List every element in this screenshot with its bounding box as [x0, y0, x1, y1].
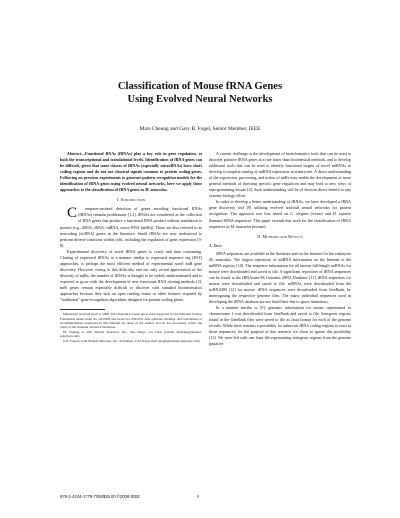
intro-paragraph-1-text: omputer-assisted detection of genes encoding functional RNAs (fRNAs) remains problematic [1,2]. fRNAs are considered as the collection of RNA genes that produce a functional RNA product without translation to protein (e.g., tRNA, rRNA, snRNA, micro RNA (miRs)). These are also referred to as noncoding (ncRNA) genes in the literature. Small fRNAs are now understood to perform diverse functions within cells, including the regulation of gene expression [3-8].: [60, 206, 202, 248]
intro-paragraph-3: A current challenge is the development of bioinformatics tools that can be used to discover putative fRNA genes at a rate faster than biochemical methods, and to develop additional tools that can be used to identify functional targets of novel miRNAs to develop a complete catalog of miRNA expression in eukaryotes. A direct understanding of the expression, processing, and action of miRs may enable the development of more general methods of directing specific gene regulation and may lead to new ways of reprogramming tissues [2]. Such understanding will be of obvious direct benefit to any systems biology effort.: [209, 151, 351, 199]
para4-part-a: In order to develop a better understanding of fRNAs, we have developed a fRNA gene discovery tool [9] utilizing evolved artificial neural networks for pattern recognition. The approach was first tested on: [209, 199, 351, 217]
intro-paragraph-1: [60, 206, 202, 248]
abstract-lead: Abstract: [67, 151, 81, 156]
drop-cap: C: [67, 205, 78, 222]
footnote-author-1: M. Cheung is with Natural Selection, Inc., San Diego, CA USA (e-mail: mcheung@natural-selection.com).: [60, 329, 202, 339]
species-worm: C. elegans: [290, 211, 309, 217]
right-column: [209, 151, 351, 347]
footnote-author-2: G.B. Fogel is with Natural Selection, Inc., San Diego, CA USA (e-mail: gfogel@natural-selection.com).: [63, 338, 201, 343]
section-heading-introduction: I. Introduction: [116, 197, 146, 203]
para4-part-c: (human) fRNA sequences. This paper extends this work for the classification of fRNA sequences in: [209, 217, 351, 229]
abstract: Abstract—Functional RNAs (fRNAs) play a key role in gene regulation, at both the transcriptional and translational levels. Identification of fRNA genes can be difficult, given that some classes of fRNAs (especially microRNAs) have short coding regions and do not use classical signals common to protein coding genes. Following on previous experiments to generate pattern recognition models for the identification of fRNA genes using evolved neural networks, here we apply these approaches to the classification of fRNA genes in M. musculus.: [60, 151, 202, 193]
para4-part-d: (mouse).: [252, 223, 267, 229]
para4-part-b: (worm) and: [310, 211, 331, 217]
footnote-divider: [60, 309, 105, 310]
abstract-text: Functional RNAs (fRNAs) play a key role in gene regulation, at both the transcriptional and translational levels. Identification of fRNA genes can be difficult, given that some classes of fRNAs (especially microRNAs) have short coding regions and do not use classical signals common to protein coding genes. Following on previous experiments to generate pattern recognition models for the identification of fRNA genes using evolved neural networks, here we apply these approaches to the classification of fRNA genes in: [60, 151, 202, 193]
paper-title-line-2: Using Evolved Neural Networks: [127, 94, 273, 105]
abstract-end: .: [166, 187, 168, 193]
paper-title-line-1: Classification of Mouse fRNA Genes: [117, 81, 283, 92]
footer-isbn: 978-1-4244-1779-7/08/$25.00 ©2008 IEEE: [60, 494, 140, 499]
left-column: [60, 151, 202, 343]
abstract-species: M. musculus: [144, 187, 167, 193]
species-mouse: M. musculus: [230, 223, 252, 229]
data-paragraph-2: In a manner similar to [9], genomic information for mouse represented as chromosome 1 was downloaded from GenBank and saved to file. Intergenic regions found in the GenBank files were saved to file as fasta format for each of the genome records. While there remains a possibility for unknown fRNA coding regions to exist in these sequences, for the purpose of this research we chose to ignore this possibility [13]. We were left with one fasta file representing intergenic regions from the genome (putative: [209, 305, 351, 347]
subsection-heading-data: A. Data: [209, 242, 222, 248]
species-human: H. sapiens: [332, 211, 352, 217]
author-line: Mars Cheung and Gary B. Fogel, Senior Member, IEEE: [139, 126, 261, 132]
data-paragraph-1: fRNA sequences are available in the literature and on the Internet for the eukaryote M. musculus. The largest repository of miRNA information on the Internet is the miRNA registry [10]. The sequence information for all known full-length miRNAs for mouse were downloaded and saved to file. A significant repository of fRNA sequences can be found at the fRNAsum-SE Genomic tRNA Database [11]. tRNA sequences for mouse were downloaded and saved to file. snRNAs were downloaded from the ncRNADB [12] for mouse. rRNA sequences were downloaded from GenBank, by interrogating the respective genome files. The many individual sequences used in developing the fRNA database are not listed here due to space limitations.: [209, 250, 351, 305]
footnote-manuscript: Manuscript received April 4, 2008. This material is based upon work supported by the National Science Foundation under Grant No. 0435383 and Grant No. 0522270. Any opinions, findings, and conclusions or recommendations expressed in this material are those of the authors and do not necessarily reflect the views of the National Science Foundation.: [60, 312, 202, 330]
intro-paragraph-4: [209, 199, 351, 229]
section-heading-methods: II. Methods and Results: [257, 233, 303, 239]
intro-paragraph-2: Experimental discovery of novel fRNA genes is costly and time consuming. Cloning of expressed fRNAs in a manner similar to expressed sequence tag (EST) approaches, is perhaps the most efficient method of experimental novel miR gene discovery. However, owing to this difficulty and our only recent appreciation of the diversity of miRs, the number of fRNAs is thought to be widely underestimated and is expected to grow with the development of new functional RNA cloning methods [2]. miR genes remain especially difficult to discover with standard bioinformatics approaches because they lack an open reading frame or other features required by "traditional" gene-recognition algorithms designed for protein-coding genes.: [60, 248, 202, 303]
page-number: 9: [197, 494, 200, 499]
